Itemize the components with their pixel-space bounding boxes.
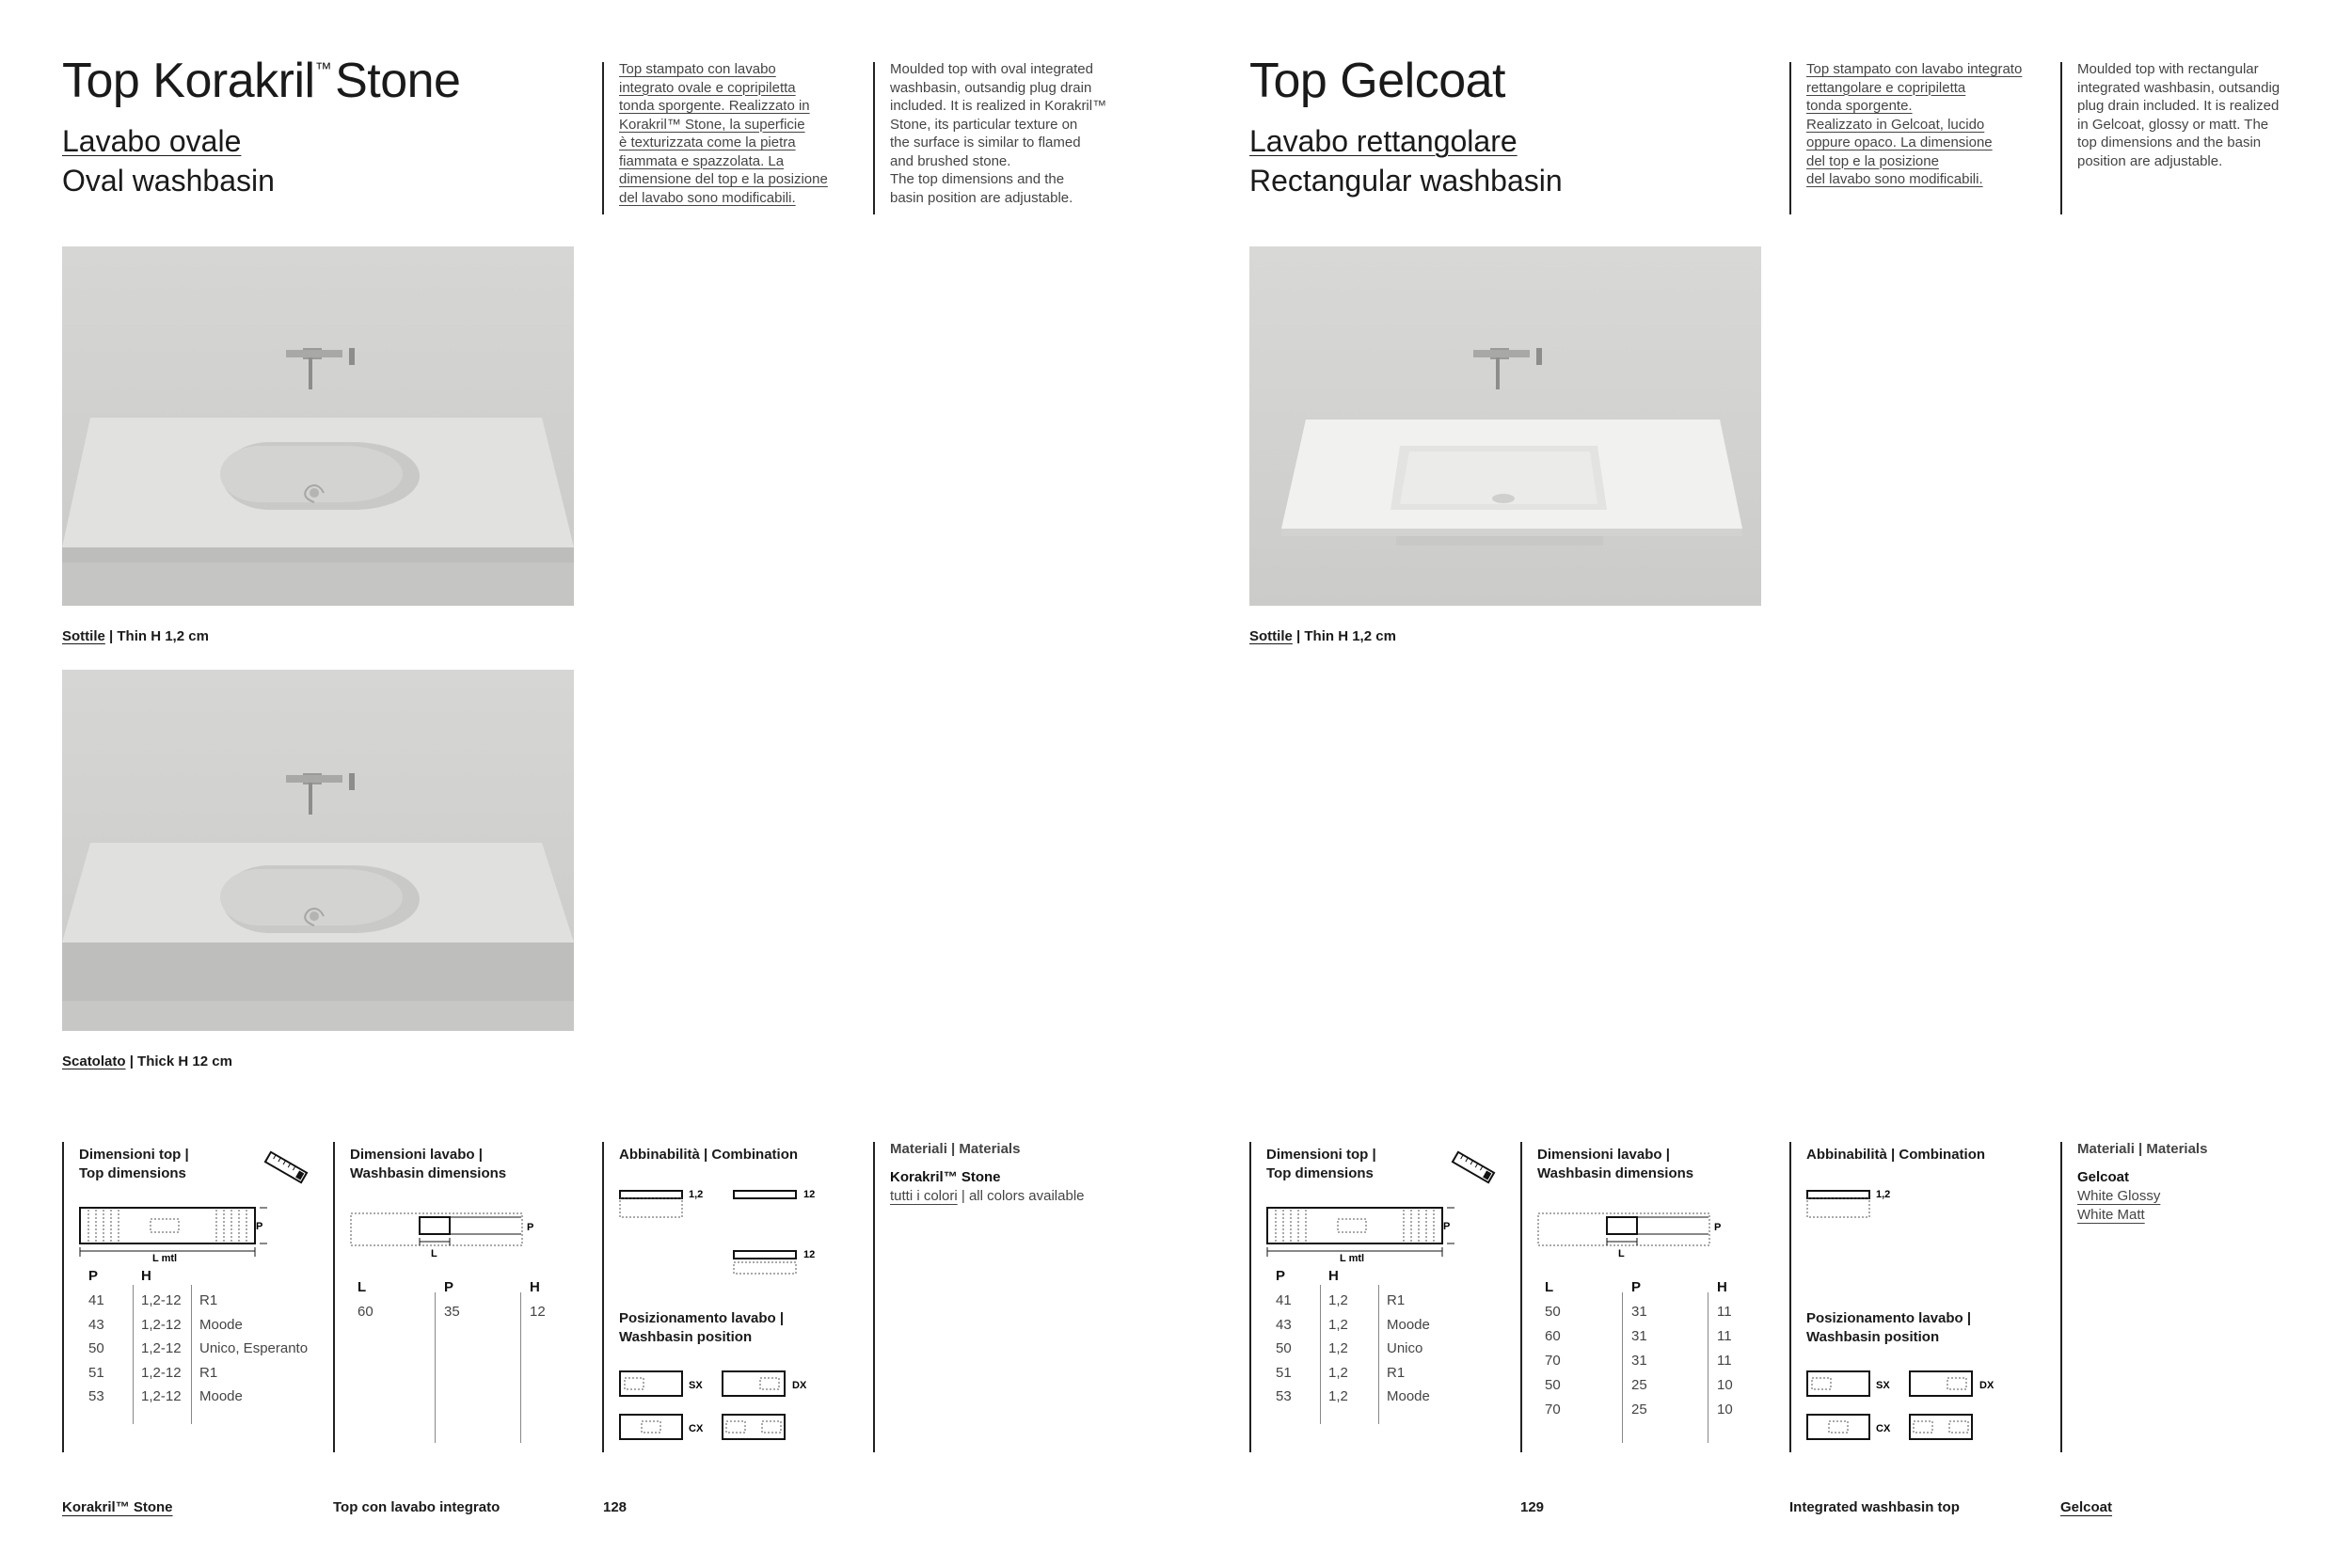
title-rest: Stone: [335, 54, 461, 108]
footer-section-right: Integrated washbasin top: [1789, 1499, 1960, 1515]
svg-text:P: P: [527, 1222, 534, 1233]
divider: [873, 62, 875, 214]
trademark-mark: ™: [314, 59, 332, 78]
svg-text:SX: SX: [689, 1380, 703, 1391]
page-title-right: Top Gelcoat: [1249, 54, 1505, 108]
svg-text:SX: SX: [1876, 1380, 1890, 1391]
divider: [2060, 62, 2062, 214]
divider: [1249, 1142, 1251, 1452]
caption-thick-left: Scatolato | Thick H 12 cm: [62, 1053, 232, 1069]
description-en-right: Moulded top with rectangular integrated washbasin, outsandig plug drain included. It is realized in Gelcoat, glossy or matt. The top dimensions and the basin position are adjustable.: [2077, 61, 2280, 169]
product-photo-oval-thick: [62, 670, 574, 1031]
footer-brand-left: Korakril™ Stone: [62, 1499, 173, 1515]
materials-left: Materiali | Materials Korakril™ Stone tutti i colori | all colors available: [890, 1141, 1085, 1204]
page-title-left: [62, 54, 461, 108]
basin-dimension-diagram: [350, 1208, 538, 1267]
svg-text:P: P: [1443, 1221, 1451, 1232]
product-photo-oval-thin: [62, 246, 574, 606]
divider: [62, 1142, 64, 1452]
svg-text:CX: CX: [1876, 1423, 1891, 1434]
svg-text:L: L: [1618, 1248, 1625, 1259]
divider: [1520, 1142, 1522, 1452]
combination-title-left: Abbinabilità | Combination: [619, 1147, 799, 1163]
page-number-right: 129: [1520, 1499, 1545, 1515]
svg-text:CX: CX: [689, 1423, 704, 1434]
measuring-tape-icon: [1451, 1149, 1496, 1190]
svg-text:P: P: [1714, 1222, 1722, 1233]
dim-basin-title-left: Dimensioni lavabo | Washbasin dimensions: [350, 1147, 507, 1181]
svg-text:L mtl: L mtl: [1340, 1253, 1365, 1262]
footer-brand-right: Gelcoat: [2060, 1499, 2113, 1515]
svg-text:12: 12: [803, 1189, 816, 1200]
svg-text:L: L: [431, 1248, 437, 1259]
position-title-right: Posizionamento lavabo | Washbasin position: [1806, 1310, 1972, 1345]
svg-text:DX: DX: [1979, 1380, 1994, 1391]
subtitle-it-right: Lavabo rettangolare: [1249, 124, 1518, 158]
divider: [333, 1142, 335, 1452]
divider: [602, 1142, 604, 1452]
position-diagram-right: [1806, 1370, 2013, 1449]
description-en-left: Moulded top with oval integrated washbasin, outsandig plug drain included. It is realized in Korakril™ Stone, its particular texture on the surface is similar to flamed and brushed stone. The top dimensions and the basin position are adjustable.: [890, 61, 1107, 206]
divider: [2060, 1142, 2062, 1452]
product-photo-rectangular: [1249, 246, 1761, 606]
svg-text:1,2: 1,2: [1876, 1189, 1891, 1200]
divider: [1789, 62, 1791, 214]
page-number-left: 128: [603, 1499, 628, 1515]
svg-text:1,2: 1,2: [689, 1189, 704, 1200]
measuring-tape-icon: [263, 1149, 309, 1190]
dim-basin-title-right: Dimensioni lavabo | Washbasin dimensions: [1537, 1147, 1694, 1181]
combination-title-right: Abbinabilità | Combination: [1806, 1147, 1986, 1163]
basin-dimension-diagram: [1537, 1208, 1725, 1267]
divider: [602, 62, 604, 214]
subtitle-en-right: Rectangular washbasin: [1249, 164, 1563, 198]
position-diagram-left: [619, 1370, 826, 1449]
position-title-left: Posizionamento lavabo | Washbasin position: [619, 1310, 785, 1345]
description-it-right: Top stampato con lavabo integrato rettangolare e copripiletta tonda sporgente. Realizzato in Gelcoat, lucido oppure opaco. La dimensione del top e la posizione del lavabo sono modificabili.: [1806, 61, 2023, 187]
dim-top-title-left: Dimensioni top | Top dimensions: [79, 1147, 189, 1181]
subtitle-en-left: Oval washbasin: [62, 164, 275, 198]
divider: [873, 1142, 875, 1452]
caption-thin-right: Sottile | Thin H 1,2 cm: [1249, 628, 1396, 644]
combination-diagram-right: [1806, 1187, 1919, 1229]
combination-diagram-left: [619, 1187, 835, 1286]
diagram-label-l: L mtl: [152, 1253, 178, 1262]
top-dimension-diagram: [1266, 1202, 1473, 1267]
top-dimension-diagram: [79, 1202, 286, 1267]
caption-thin-left: Sottile | Thin H 1,2 cm: [62, 628, 209, 644]
footer-section-left: Top con lavabo integrato: [333, 1499, 501, 1515]
title-main: Top Korakril: [62, 54, 315, 108]
svg-text:12: 12: [803, 1249, 816, 1260]
subtitle-it-left: Lavabo ovale: [62, 124, 242, 158]
materials-right: Materiali | Materials Gelcoat White Glossy White Matt: [2077, 1141, 2208, 1223]
divider: [1789, 1142, 1791, 1452]
dim-top-title-right: Dimensioni top | Top dimensions: [1266, 1147, 1376, 1181]
diagram-label-p: P: [256, 1221, 263, 1232]
description-it-left: Top stampato con lavabo integrato ovale e copripiletta tonda sporgente. Realizzato in Korakril™ Stone, la superficie è texturizzata come la pietra fiammata e spazzolata. La dimensione del top e la posizione del lavabo sono modificabili.: [619, 61, 828, 206]
svg-text:DX: DX: [792, 1380, 807, 1391]
